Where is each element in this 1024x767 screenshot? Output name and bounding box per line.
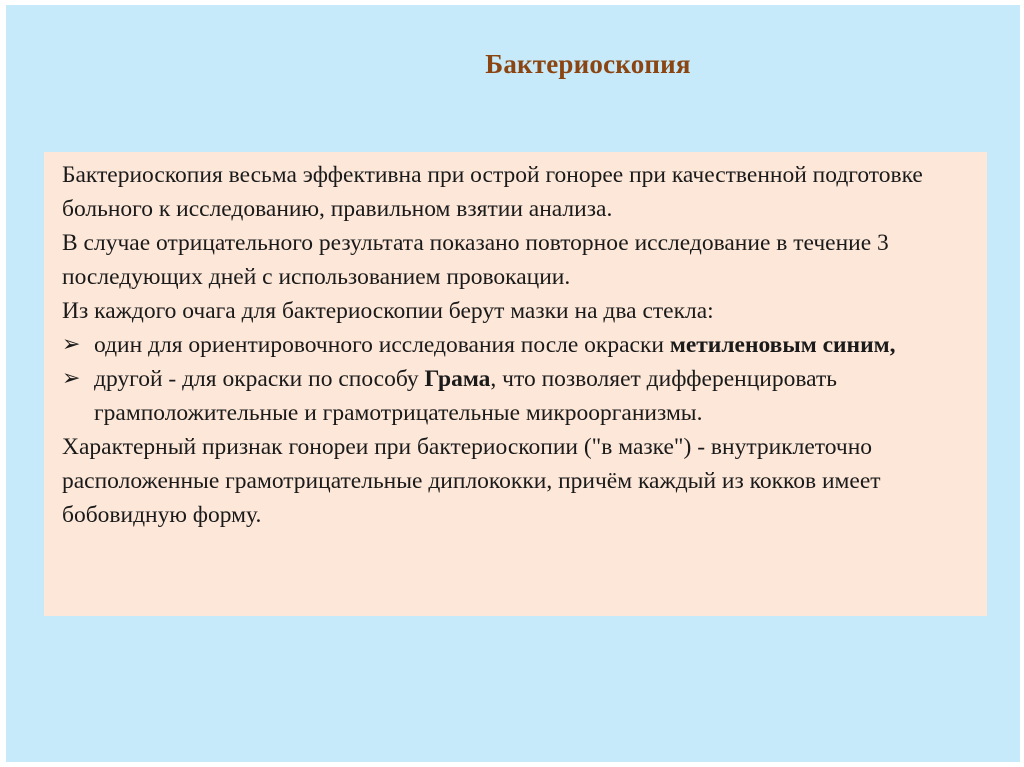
paragraph-smears: Из каждого очага для бактериоскопии берут мазки на два стекла: <box>62 298 714 324</box>
arrow-bullet-icon: ➢ <box>62 366 81 391</box>
bullet-text-after: , что позволяет дифференцировать грамположительные и грамотрицательные микроорганизмы. <box>94 366 837 426</box>
content-box <box>44 152 987 616</box>
bullet-text: другой - для окраски по способу <box>94 366 425 392</box>
bullet-text: один для ориентировочного исследования после окраски <box>94 332 670 358</box>
slide-background <box>6 5 1020 762</box>
arrow-bullet-icon: ➢ <box>62 332 81 357</box>
bullet-item-gram <box>62 362 973 430</box>
bullet-bold-text: метиленовым синим, <box>669 332 896 358</box>
paragraph-negative-result: В случае отрицательного результата показано повторное исследование в течение 3 последующих дней с использованием провокации. <box>62 230 889 290</box>
paragraph-effectiveness: Бактериоскопия весьма эффективна при острой гонорее при качественной подготовке больного к исследованию, правильном взятии анализа. <box>62 162 923 222</box>
bullet-item-methylene <box>62 328 973 362</box>
bullet-bold-text: Грама <box>424 366 491 392</box>
paragraph-characteristic-sign: Характерный признак гонореи при бактериоскопии ("в мазке") - внутриклеточно расположенные грамотрицательные диплококки, причём каждый из кокков имеет бобовидную форму. <box>62 434 881 528</box>
slide-title: Бактериоскопия <box>485 49 691 79</box>
